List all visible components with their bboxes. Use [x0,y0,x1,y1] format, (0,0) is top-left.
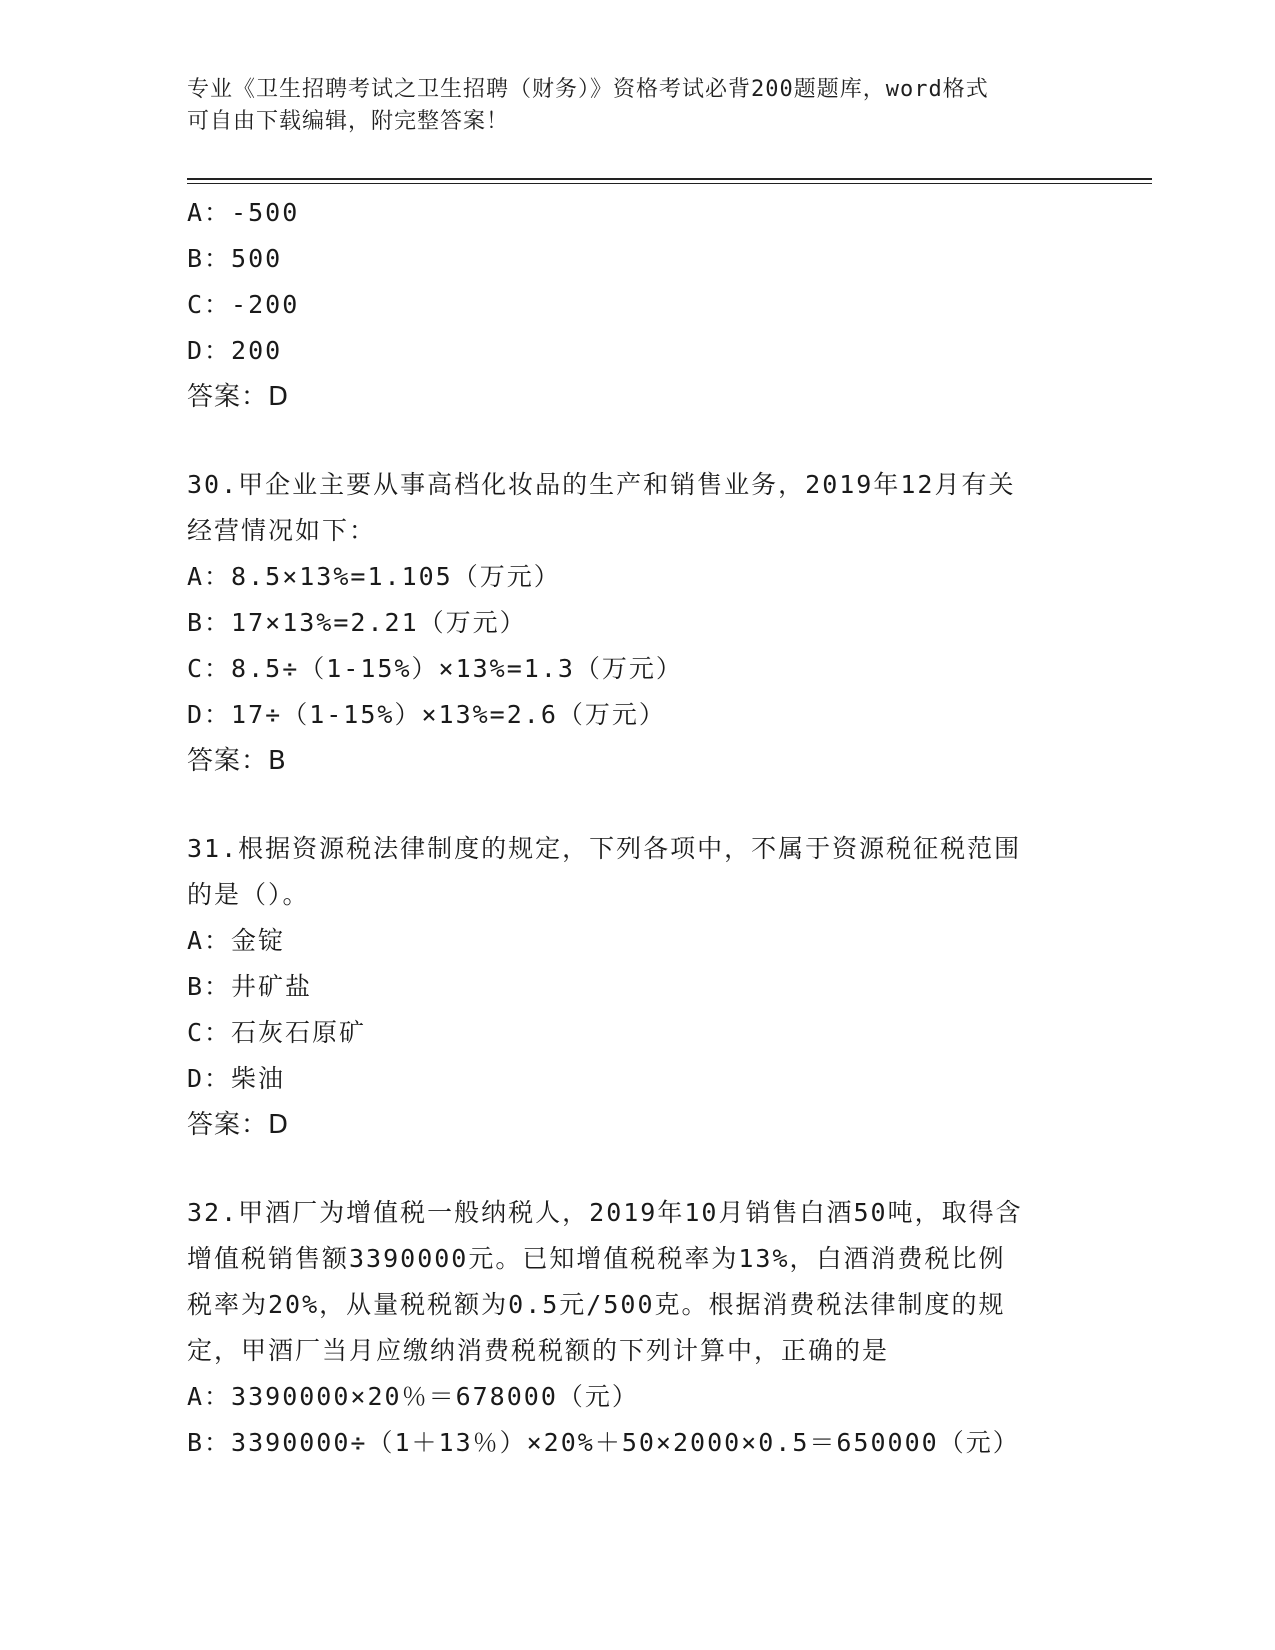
option-a: A：金锭 [187,926,286,955]
option-c: C：石灰石原矿 [187,1018,367,1047]
document-header [187,74,1067,138]
spacer [187,1148,1087,1190]
spacer [187,420,1087,462]
option-d: D：17÷（1-15%）×13%=2.6（万元） [187,700,666,729]
spacer [187,784,1087,826]
question-stem-line: 32.甲酒厂为增值税一般纳税人，2019年10月销售白酒50吨，取得含 [187,1198,1023,1227]
option-b: B：3390000÷（1＋13％）×20%＋50×2000×0.5＝650000（元） [187,1428,1020,1457]
question-stem-line: 经营情况如下： [187,516,377,545]
question-list [187,190,1087,1466]
question-32 [187,1190,1087,1466]
option-c: C：8.5÷（1-15%）×13%=1.3（万元） [187,654,683,683]
answer: 答案：B [187,746,287,776]
option-d: D：200 [187,336,283,365]
answer: 答案：D [187,1110,290,1140]
header-divider-thick [187,178,1152,180]
answer: 答案：D [187,382,290,412]
question-29 [187,190,1087,420]
question-30 [187,462,1087,784]
question-stem-line: 增值税销售额3390000元。已知增值税税率为13%，白酒消费税比例 [187,1244,1006,1273]
question-stem-line: 税率为20%，从量税税额为0.5元/500克。根据消费税法律制度的规 [187,1290,1006,1319]
header-line-1: 专业《卫生招聘考试之卫生招聘（财务）》资格考试必背200题题库，word格式 [187,77,989,102]
option-d: D：柴油 [187,1064,286,1093]
question-stem-line: 定，甲酒厂当月应缴纳消费税税额的下列计算中，正确的是 [187,1336,890,1365]
question-stem-line: 31.根据资源税法律制度的规定，下列各项中，不属于资源税征税范围 [187,834,1022,863]
option-a: A：8.5×13%=1.105（万元） [187,562,561,591]
header-line-2: 可自由下载编辑，附完整答案！ [187,109,510,134]
question-stem-line: 的是（）。 [187,880,310,909]
option-a: A：3390000×20％＝678000（元） [187,1382,639,1411]
question-31 [187,826,1087,1148]
option-b: B：井矿盐 [187,972,313,1001]
header-divider-thin [187,183,1152,184]
question-stem-line: 30.甲企业主要从事高档化妆品的生产和销售业务，2019年12月有关 [187,470,1016,499]
option-b: B：500 [187,244,283,273]
option-a: A：-500 [187,198,300,227]
option-b: B：17×13%=2.21（万元） [187,608,527,637]
option-c: C：-200 [187,290,300,319]
